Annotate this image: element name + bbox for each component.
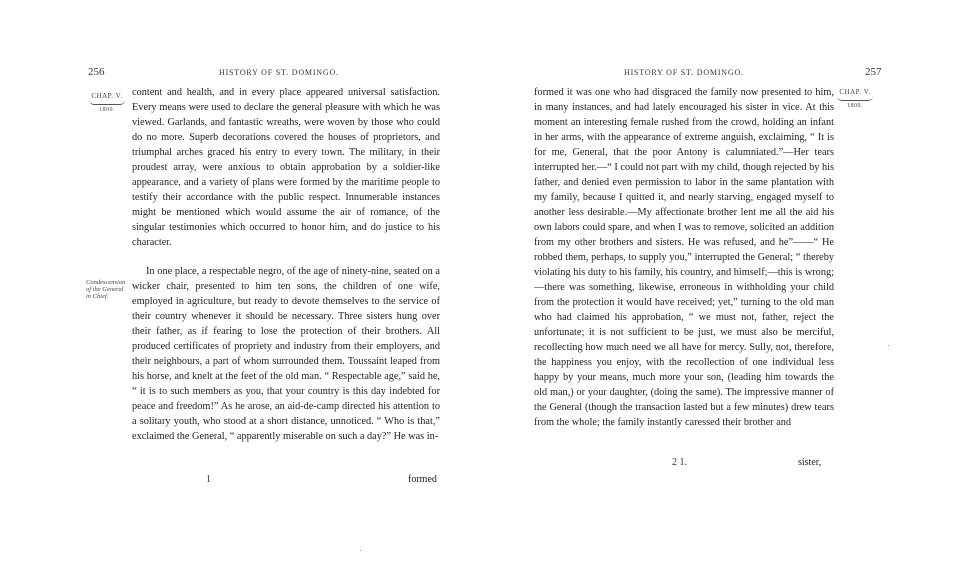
- left-body: [132, 85, 440, 444]
- left-side-note: Condescension of the General in Chief.: [86, 279, 126, 300]
- right-catchword: sister,: [798, 457, 822, 468]
- right-chapter-label: CHAP. V.: [839, 88, 871, 96]
- right-body: [534, 85, 834, 430]
- right-chapter-marker: [836, 88, 874, 109]
- left-chapter-marker: [88, 92, 126, 113]
- right-page: [490, 0, 980, 567]
- left-paragraph-1: content and health, and in every place appeared universal satisfaction. Every means were used to declare the general pleasure with which he was viewed. Garlands, and fantastic wreaths, were woven by those who could do no more. Superb decorations covered the houses of proprietors, and triumphal arches graced his entry to every town. The military, in their proudest array, were anxious to obtain approbation by a soldier-like appearance, and a variety of plans were formed by the maritime people to testify their accordance with the public respect. Innumerable instances might be mentioned which would assume the air of romance, of the singular testimonies which occurred to honor him, and do justice to his character.: [132, 87, 440, 248]
- right-chapter-year: 1800.: [847, 103, 863, 109]
- right-running-head: HISTORY OF ST. DOMINGO.: [624, 68, 744, 77]
- left-chapter-brace: [89, 100, 125, 105]
- right-chapter-brace: [837, 96, 873, 101]
- left-running-head: HISTORY OF ST. DOMINGO.: [219, 68, 339, 77]
- right-page-number: 257: [865, 66, 882, 78]
- right-signature-mark: 2 1.: [672, 457, 687, 468]
- paper-speck: [360, 550, 361, 551]
- left-paragraph-2: In one place, a respectable negro, of the age of ninety-nine, seated on a wicker chair, presented to him ten sons, the children of one wife, employed in agriculture, but ready to devote themselves to the service of their country whenever it should be necessary. Three sisters hung over their father, as if fearing to lose the protection of their brothers. All produced certificates of propriety and industry from their employers, and their neighbours, a part of whom surrounded them. Toussaint leaped from his horse, and knelt at the feet of the old man. “ Respectable age,” said he, “ it is to such members as you, that your country is this day indebted for peace and freedom!” As he arose, an aid-de-camp directed his attention to a solitary youth, who stood at a short distance, unnoticed. “ Who is that,” exclaimed the General, “ apparently miserable on such a day?” He was in-: [132, 266, 440, 442]
- left-signature-mark: 1: [206, 474, 211, 485]
- right-paragraph-1: formed it was one who had disgraced the family now presented to him, in many instances, and had lately encouraged his sister in vice. At this moment an interesting female rushed from the crowd, holding an infant in her arms, with the appearance of extreme anguish, exclaiming, “ It is for me, General, that the poor Antony is calumniated.”—Her tears interrupted her.—“ I could not part with my child, though rejected by his father, and denied even permission to labor in the same plantation with my family, because I quitted it, and nearly starving, engaged myself to another less desirable.—My affectionate brother lent me all the aid his own labors could spare, and when I was to remove, solicited an addition from my other brothers and sisters. He was refused, and he”——“ He robbed them, perhaps, to supply you,” interrupted the General; “ thereby violating his duty to his family, his country, and himself;—this is wrong;—there was something, likewise, erroneous in withholding your child from the protection it would have received; yet,” turning to the old man who had claimed his approbation, “ we must not, father, reject the unfortunate; it is not sufficient to be just, we must also be merciful, recollecting how much need we all have for mercy. Sully, not, therefore, the happiness you enjoy, with the recollection of one individual less happy by your means, much more your son, (leading him towards the old man,) or your daughter, (doing the same). The impressive manner of the General (though the transaction lasted but a few minutes) drew tears from the whole; the family instantly caressed their brother and: [534, 87, 834, 428]
- left-page-number: 256: [88, 66, 105, 78]
- left-catchword: formed: [408, 474, 437, 485]
- left-chapter-year: 1800.: [99, 107, 115, 113]
- paper-speck: [888, 345, 889, 346]
- left-chapter-label: CHAP. V.: [91, 92, 123, 100]
